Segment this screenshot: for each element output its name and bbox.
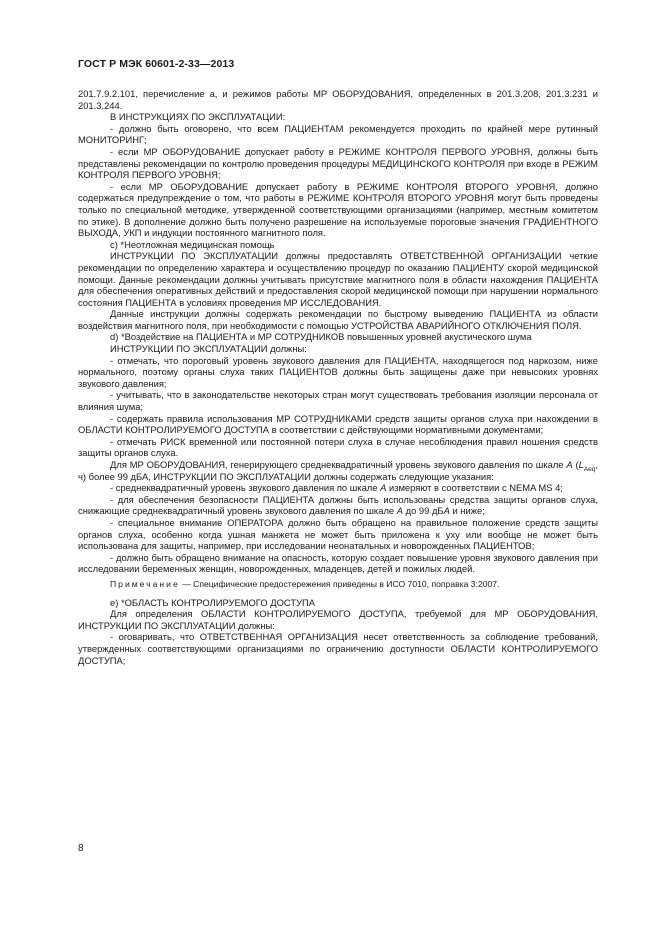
list-item: - отмечать РИСК временной или постоянной потери слуха в случае несоблюдения правил ношения средств защиты органов слуха.: [78, 435, 598, 459]
list-item: - для обеспечения безопасности ПАЦИЕНТА должны быть использованы средства защиты органов слуха, снижающие среднеквадратичный уровень звукового давления по шкале A до 99 дБA и ниже;: [78, 493, 598, 517]
paragraph: ИНСТРУКЦИИ ПО ЭКСПЛУАТАЦИИ должны:: [110, 343, 307, 355]
paragraph: В ИНСТРУКЦИЯХ ПО ЭКСПЛУАТАЦИИ:: [110, 111, 286, 123]
paragraph: Для определения ОБЛАСТИ КОНТРОЛИРУЕМОГО ДОСТУПА, требуемой для МР ОБОРУДОВАНИЯ, ИНСТРУКЦИИ ПО ЭКСПЛУАТАЦИИ должны:: [78, 608, 598, 631]
page-number: 8: [78, 843, 84, 854]
list-item: - оговаривать, что ОТВЕТСТВЕННАЯ ОРГАНИЗАЦИЯ несет ответственность за соблюдение требований, утвержденных соответствующими организациями по ограничению доступности ОБЛАСТИ КОНТРОЛИРУЕМОГО ДОСТУПА;: [78, 631, 598, 666]
list-item: - если МР ОБОРУДОВАНИЕ допускает работу в РЕЖИМЕ КОНТРОЛЯ ПЕРВОГО УРОВНЯ, должны быть представлены рекомендации по контролю проведения процедуры МЕДИЦИНСКОГО КОНТРОЛЯ при входе в РЕЖИМ КОНТРОЛЯ ПЕРВОГО УРОВНЯ;: [78, 145, 598, 181]
paragraph-laeq: Для МР ОБОРУДОВАНИЯ, генерирующего среднеквадратичный уровень звукового давления по шкале A ($L_{Aeq}$, ч) более 99 дБА, ИНСТРУКЦИИ ПО ЭКСПЛУАТАЦИИ должны содержать следующие указания:: [78, 459, 598, 482]
section-heading: d) *Воздействие на ПАЦИЕНТА и МР СОТРУДНИКОВ повышенных уровней акустического шума: [110, 331, 532, 343]
section-heading: e) *ОБЛАСТЬ КОНТРОЛИРУЕМОГО ДОСТУПА: [110, 596, 316, 608]
list-item: - учитывать, что в законодательстве некоторых стран могут существовать требования изоляции персонала от влияния шума;: [78, 389, 598, 413]
document-body: [78, 88, 598, 666]
paragraph: 201.7.9.2.101, перечисление а, и режимов работы МР ОБОРУДОВАНИЯ, определенных в 201.3.208, 201.3.231 и 201.3.244.: [78, 88, 598, 111]
list-item: - должно быть оговорено, что всем ПАЦИЕНТАМ рекомендуется проходить по крайней мере рутинный МОНИТОРИНГ;: [78, 122, 598, 146]
list-item: - специальное внимание ОПЕРАТОРА должно быть обращено на правильное положение средств защиты органов слуха, особенно когда ушная манжета не может быть приложена к уху или вообще не может быть использована для защиты, например, при исследовании неонатальных и новорожденных ПАЦИЕНТОВ;: [78, 516, 598, 552]
note: [78, 579, 598, 591]
section-heading: c) *Неотложная медицинская помощь: [110, 238, 275, 250]
list-item: - отмечать, что пороговый уровень звукового давления для ПАЦИЕНТА, находящегося под наркозом, ниже нормального, поэтому органы слуха таких ПАЦИЕНТОВ должны быть защищены даже при невысоких уровнях звукового давления;: [78, 354, 598, 389]
paragraph: ИНСТРУКЦИИ ПО ЭКСПЛУАТАЦИИ должны предоставлять ОТВЕТСТВЕННОЙ ОРГАНИЗАЦИИ четкие рекомендации по определению характера и осуществлению процедур по оказанию ПАЦИЕНТУ скорой медицинской помощи. Данные рекомендации должны учитывать присутствие магнитного поля в области нахождения ПАЦИЕНТА для обеспечения оперативных действий и предоставления скорой медицинской помощи при нарушении нормального состояния ПАЦИЕНТА в условиях проведения МР ИССЛЕДОВАНИЯ.: [78, 250, 598, 308]
document-header: ГОСТ Р МЭК 60601-2-33—2013: [78, 58, 235, 70]
list-item: - среднеквадратичный уровень звукового давления по шкале A измеряют в соответствии с NEMA MS 4;: [110, 482, 563, 494]
list-item: - содержать правила использования МР СОТРУДНИКАМИ средств защиты органов слуха при нахождении в ОБЛАСТИ КОНТРОЛИРУЕМОГО ДОСТУПА в соответствии с действующими нормативными документами;: [78, 412, 598, 436]
list-item: - если МР ОБОРУДОВАНИЕ допускает работу в РЕЖИМЕ КОНТРОЛЯ ВТОРОГО УРОВНЯ, должно содержаться предупреждение о том, что работы в РЕЖИМЕ КОНТРОЛЯ ВТОРОГО УРОВНЯ могут быть проведены только по специальной методике, утвержденной соответствующими организациями (например, местным комитетом по этике). В дополнение должно быть получено разрешение на используемые пороговые значения ГРАДИЕНТНОГО ВЫХОДА, УКП и индукции постоянного магнитного поля.: [78, 180, 598, 239]
note-text: — Специфические предостережения приведены в ИСО 7010, поправка 3:2007.: [179, 578, 500, 589]
note-label: Примечание: [110, 578, 180, 589]
list-item: - должно быть обращено внимание на опасность, которую создает повышение уровня звукового давления при исследовании беременных женщин, новорожденных, младенцев, детей и пожилых людей.: [78, 551, 598, 575]
paragraph: Данные инструкции должны содержать рекомендации по быстрому выведению ПАЦИЕНТА из области воздействия магнитного поля, при необходимости с помощью УСТРОЙСТВА АВАРИЙНОГО ОТКЛЮЧЕНИЯ ПОЛЯ.: [78, 308, 598, 331]
